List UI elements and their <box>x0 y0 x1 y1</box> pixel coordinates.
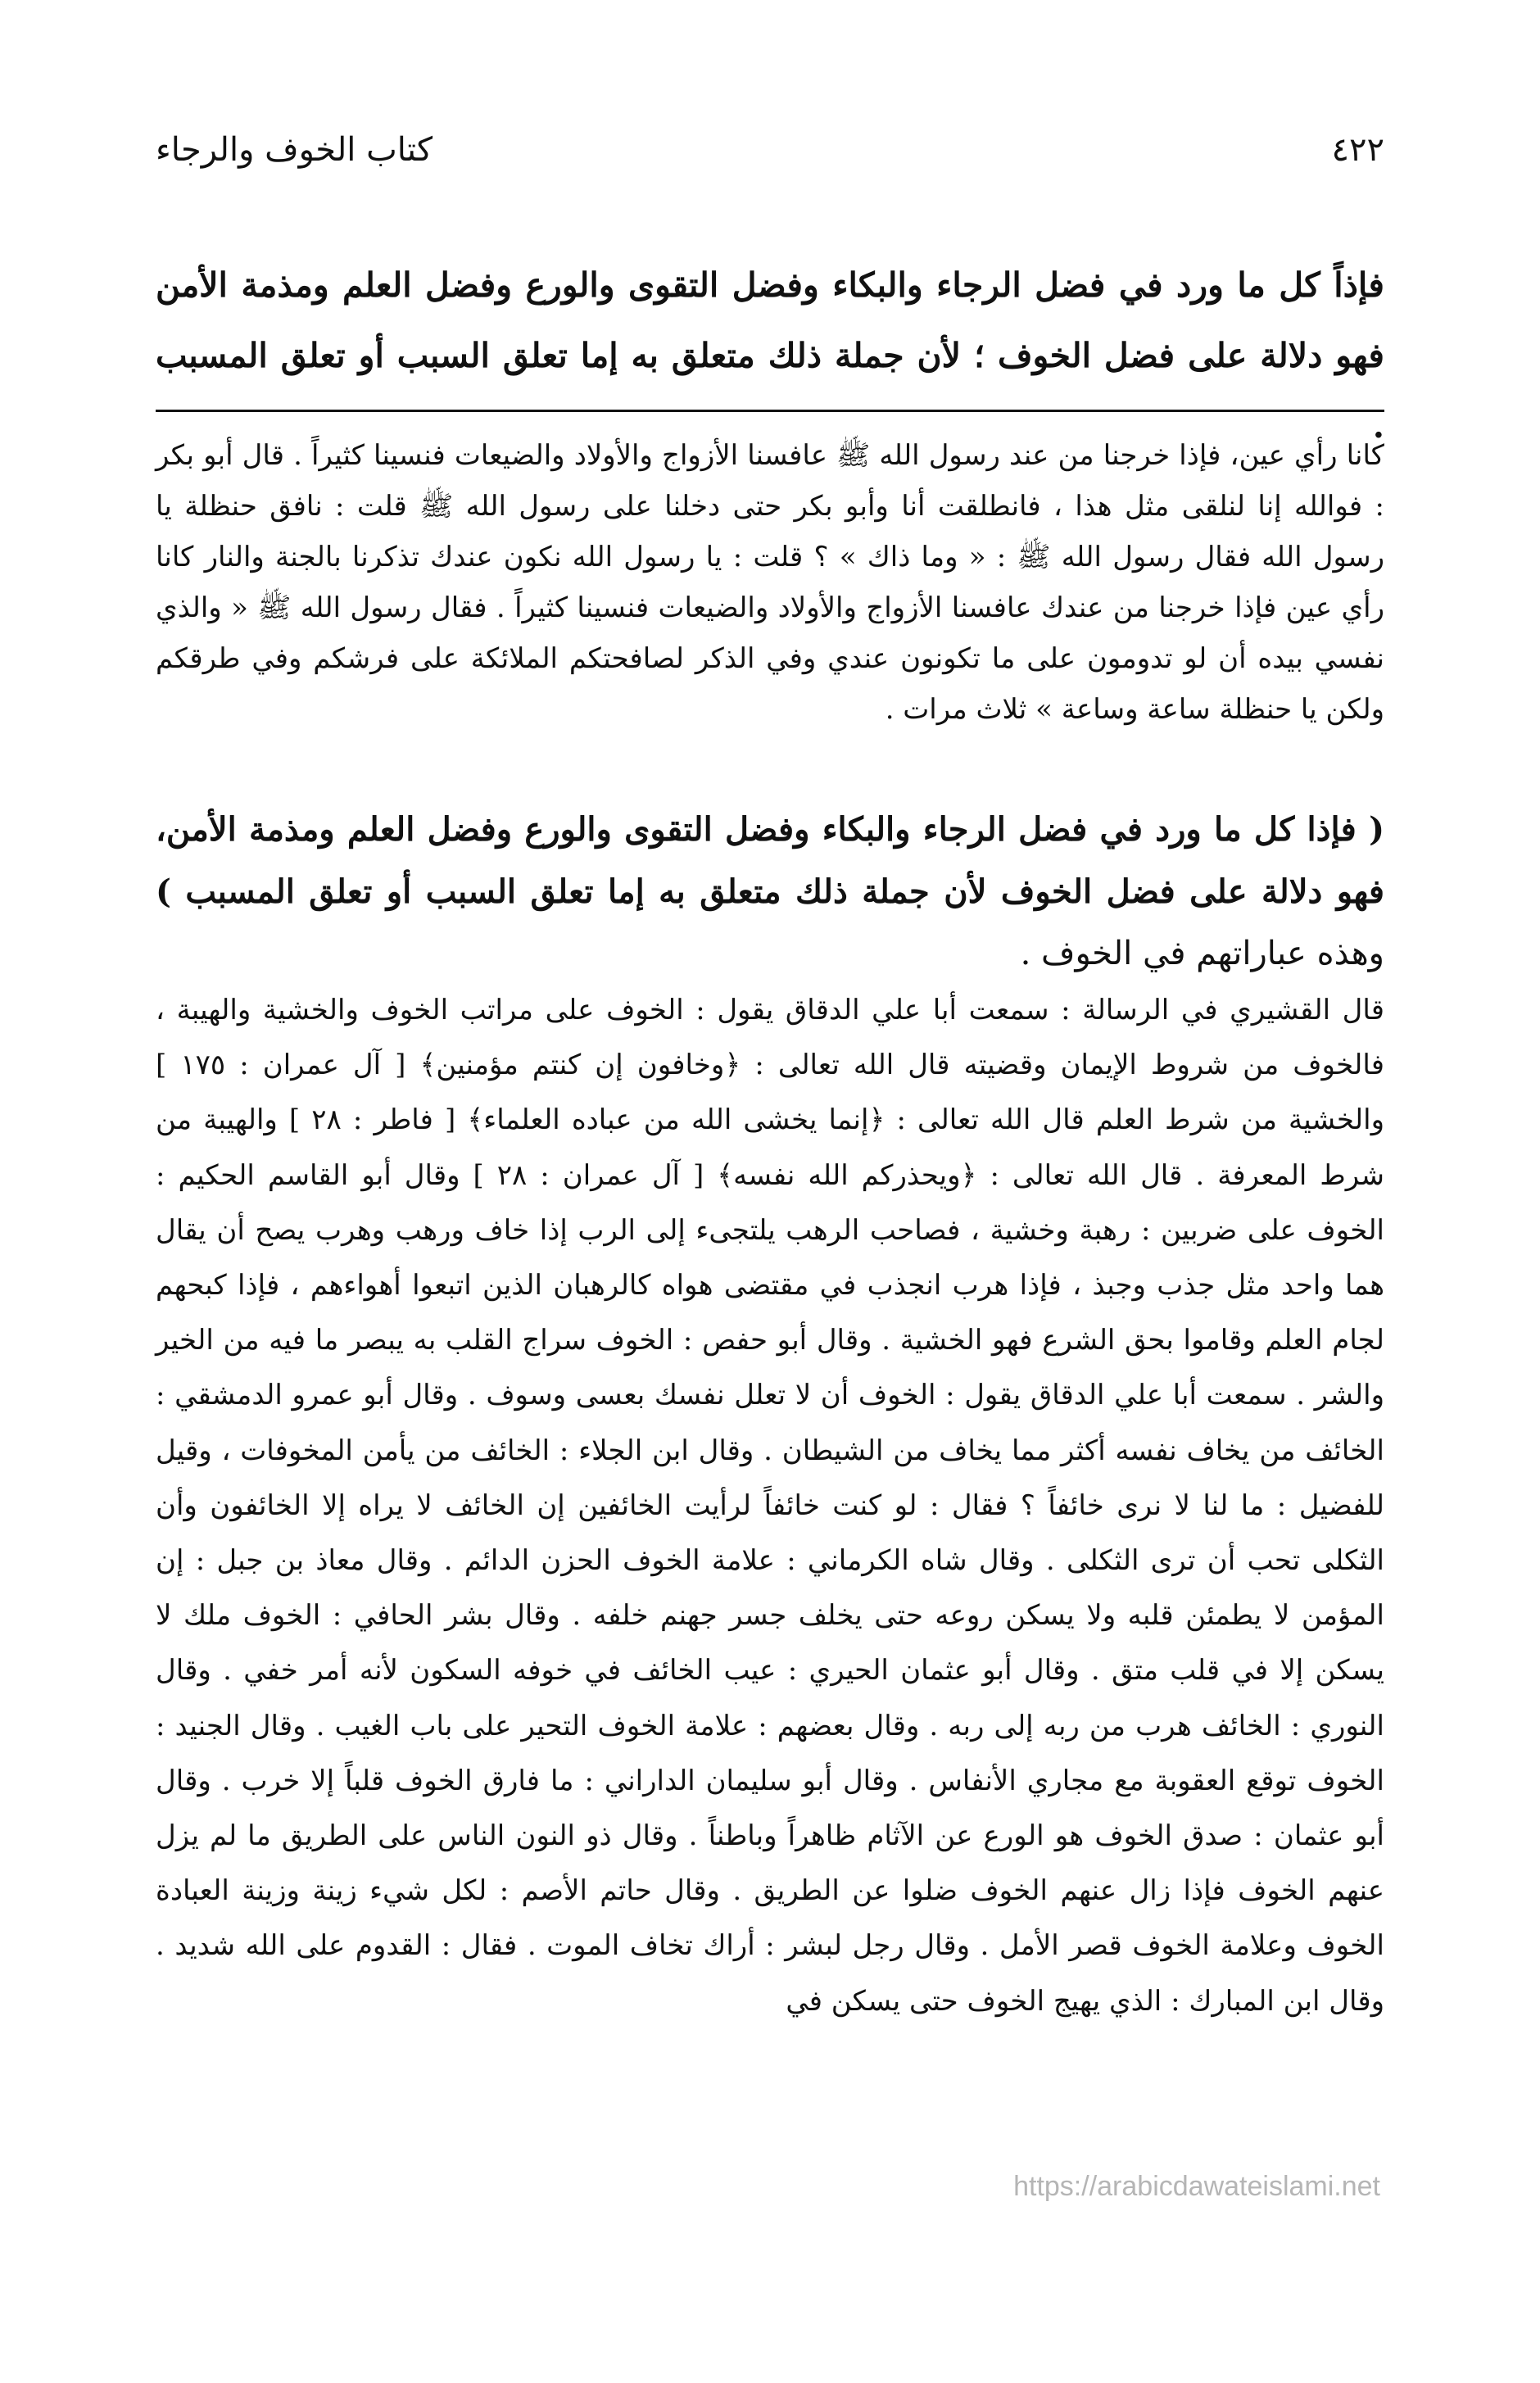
matn-suffix: وهذه عباراتهم في الخوف . <box>1020 935 1384 972</box>
footnote-text: كانا رأي عين، فإذا خرجنا من عند رسول الله ﷺ عافسنا الأزواج والأولاد والضيعات فنسينا كثيراً . قال أبو بكر : فوالله إنا لنلقى مثل هذا ، فانطلقت أنا وأبو بكر حتى دخلنا على رسول الله ﷺ قلت : نافق حنظلة يا رسول الله فقال رسول الله ﷺ : « وما ذاك » ؟ قلت : يا رسول الله نكون عندك تذكرنا بالجنة والنار كانا رأي عين فإذا خرجنا من عندك عافسنا الأزواج والأولاد والضيعات فنسينا كثيراً . فقال رسول الله ﷺ « والذي نفسي بيده أن لو تدومون على ما تكونون عندي وفي الذكر لصافحتكم الملائكة على فرشكم وفي طرقكم ولكن يا حنظلة ساعة وساعة » ثلاث مرات . <box>156 439 1384 726</box>
quoted-matn: ( فإذا كل ما ورد في فضل الرجاء والبكاء وفضل التقوى والورع وفضل العلم ومذمة الأمن، فهو دلالة على فضل الخوف لأن جملة ذلك متعلق به إما تعلق السبب أو تعلق المسبب ) <box>156 810 1385 911</box>
commentary-text: قال القشيري في الرسالة : سمعت أبا علي الدقاق يقول : الخوف على مراتب الخوف والخشية والهيبة ، فالخوف من شروط الإيمان وقضيته قال الله تعالى : ﴿وخافون إن كنتم مؤمنين﴾ [ آل عمران : ١٧٥ ] والخشية من شرط العلم قال الله تعالى : ﴿إنما يخشى الله من عباده العلماء﴾ [ فاطر : ٢٨ ] والهيبة من شرط المعرفة . قال الله تعالى : ﴿ويحذركم الله نفسه﴾ [ آل عمران : ٢٨ ] وقال أبو القاسم الحكيم : الخوف على ضربين : رهبة وخشية ، فصاحب الرهب يلتجىء إلى الرب إذا خاف ورهب وهرب يصح أن يقال هما واحد مثل جذب وجبذ ، فإذا هرب انجذب في مقتضى هواه كالرهبان الذين اتبعوا أهواءهم ، فإذا كبحهم لجام العلم وقاموا بحق الشرع فهو الخشية . وقال أبو حفص : الخوف سراج القلب به يبصر ما فيه من الخير والشر . سمعت أبا علي الدقاق يقول : الخوف أن لا تعلل نفسك بعسى وسوف . وقال أبو عمرو الدمشقي : الخائف من يخاف نفسه أكثر مما يخاف من الشيطان . وقال ابن الجلاء : الخائف من يأمن المخوفات ، وقيل للفضيل : ما لنا لا نرى خائفاً ؟ فقال : لو كنت خائفاً لرأيت الخائفين إن الخائف لا يراه إلا الخائفون وأن الثكلى تحب أن ترى الثكلى . وقال شاه الكرماني : علامة الخوف الحزن الدائم . وقال معاذ بن جبل : إن المؤمن لا يطمئن قلبه ولا يسكن روعه حتى يخلف جسر جهنم خلفه . وقال بشر الحافي : الخوف ملك لا يسكن إلا في قلب متق . وقال أبو عثمان الحيري : عيب الخائف في خوفه السكون لأنه أمر خفي . وقال النوري : الخائف هرب من ربه إلى ربه . وقال بعضهم : علامة الخوف التحير على باب الغيب . وقال الجنيد : الخوف توقع العقوبة مع مجاري الأنفاس . وقال أبو سليمان الداراني : ما فارق الخوف قلباً إلا خرب . وقال أبو عثمان : صدق الخوف هو الورع عن الآثام ظاهراً وباطناً . وقال ذو النون الناس على الطريق ما لم يزل عنهم الخوف فإذا زال عنهم الخوف ضلوا عن الطريق . وقال حاتم الأصم : لكل شيء زينة وزينة العبادة الخوف وعلامة الخوف قصر الأمل . وقال رجل لبشر : أراك تخاف الموت . فقال : القدوم على الله شديد . وقال ابن المبارك : الذي يهيج الخوف حتى يسكن في <box>156 994 1384 2018</box>
footnote-separator <box>156 410 1384 412</box>
page-number: ٤٢٢ <box>1331 131 1384 169</box>
watermark-url: https://arabicdawateislami.net <box>1013 2171 1380 2202</box>
main-text: فإذاً كل ما ورد في فضل الرجاء والبكاء وفضل التقوى والورع وفضل العلم ومذمة الأمن فهو دلالة على فضل الخوف ؛ لأن جملة ذلك متعلق به إما تعلق السبب أو تعلق المسبب . <box>156 265 1384 446</box>
running-title: كتاب الخوف والرجاء <box>156 131 433 169</box>
page-header <box>156 131 1384 188</box>
quoted-matn-paragraph <box>156 799 1384 985</box>
